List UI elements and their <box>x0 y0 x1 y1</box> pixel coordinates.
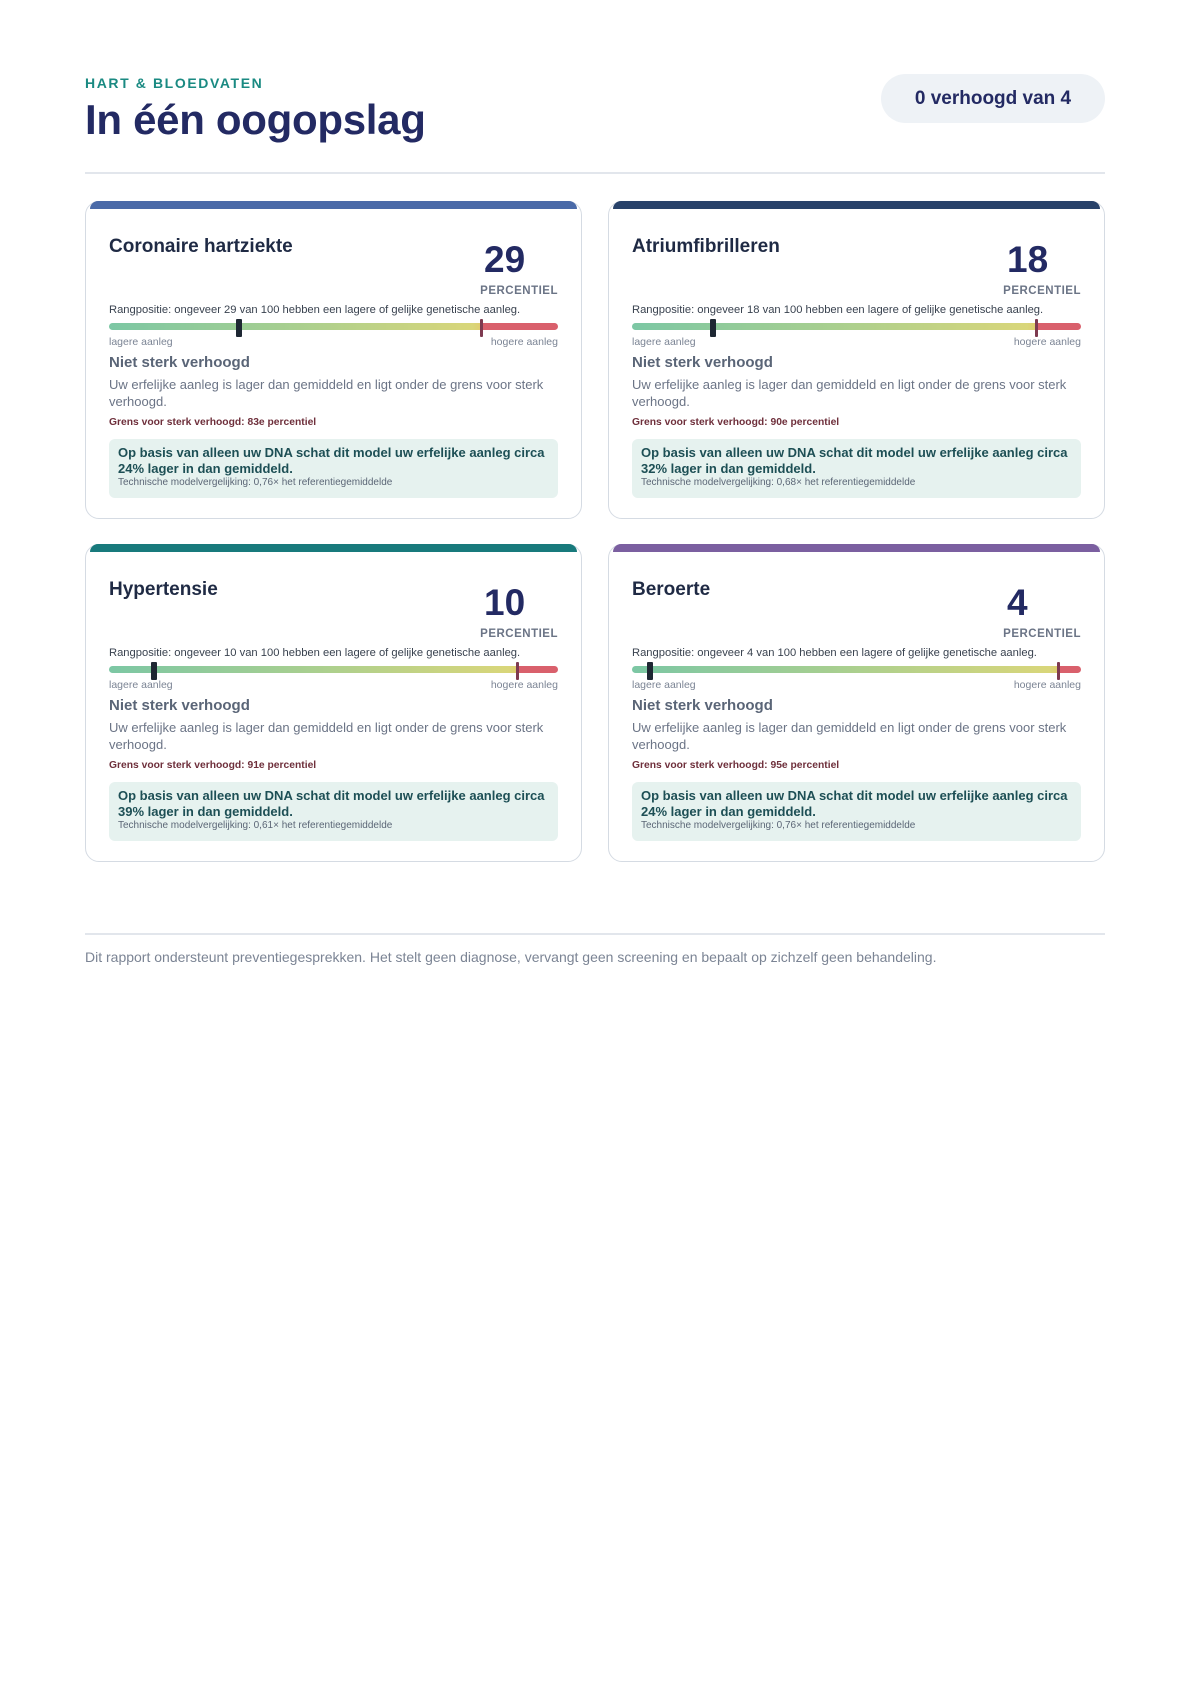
gauge-track <box>632 323 1081 330</box>
percentile-label: PERCENTIEL <box>1003 628 1081 640</box>
scale-low-label: lagere aanleg <box>632 336 696 348</box>
percentile-label: PERCENTIEL <box>1003 285 1081 297</box>
dna-estimate-text: Op basis van alleen uw DNA schat dit model uw erfelijke aanleg circa 32% lager in dan gemiddeld. <box>641 445 1068 476</box>
gauge-track <box>109 323 558 330</box>
percentile-value: 18 <box>1007 239 1049 280</box>
condition-name: Hypertensie <box>109 579 218 600</box>
dna-estimate-box <box>109 782 558 841</box>
risk-explanation: Uw erfelijke aanleg is lager dan gemiddeld en ligt onder de grens voor sterk verhoogd. <box>109 377 544 409</box>
threshold-text: Grens voor sterk verhoogd: 91e percentiel <box>109 760 317 771</box>
gauge-track <box>109 666 558 673</box>
disclaimer-footer: Dit rapport ondersteunt preventiegesprekken. Het stelt geen diagnose, vervangt geen screening en bepaalt op zichzelf geen behandeling. <box>85 949 937 965</box>
scale-high-label: hogere aanleg <box>490 679 558 691</box>
scale-low-label: lagere aanleg <box>109 336 173 348</box>
percentile-value: 10 <box>484 582 526 623</box>
condition-card <box>85 544 582 862</box>
dna-estimate-box <box>109 439 558 498</box>
risk-explanation: Uw erfelijke aanleg is lager dan gemiddeld en ligt onder de grens voor sterk verhoogd. <box>632 377 1067 409</box>
threshold-text: Grens voor sterk verhoogd: 83e percentiel <box>109 417 317 428</box>
scale-low-label: lagere aanleg <box>632 679 696 691</box>
technical-comparison: Technische modelvergelijking: 0,61× het referentiegemiddelde <box>118 820 393 831</box>
elevated-count-badge: 0 verhoogd van 4 <box>881 74 1105 123</box>
risk-gauge <box>632 665 1081 674</box>
condition-card <box>85 201 582 519</box>
percentile-marker <box>236 319 242 337</box>
page-title: In één oogopslag <box>85 96 426 143</box>
threshold-text: Grens voor sterk verhoogd: 95e percentiel <box>632 760 840 771</box>
risk-gauge <box>109 665 558 674</box>
technical-comparison: Technische modelvergelijking: 0,76× het referentiegemiddelde <box>118 477 393 488</box>
threshold-marker <box>1057 662 1060 680</box>
rank-position-text: Rangpositie: ongeveer 4 van 100 hebben een lagere of gelijke genetische aanleg. <box>632 647 1037 659</box>
percentile-marker <box>647 662 653 680</box>
risk-explanation: Uw erfelijke aanleg is lager dan gemiddeld en ligt onder de grens voor sterk verhoogd. <box>109 720 544 752</box>
rank-position-text: Rangpositie: ongeveer 18 van 100 hebben een lagere of gelijke genetische aanleg. <box>632 304 1044 316</box>
page-header <box>85 0 1105 174</box>
risk-gauge <box>632 322 1081 331</box>
percentile-value: 29 <box>484 239 526 280</box>
dna-estimate-text: Op basis van alleen uw DNA schat dit model uw erfelijke aanleg circa 39% lager in dan gemiddeld. <box>118 788 545 819</box>
threshold-marker <box>516 662 519 680</box>
risk-gauge <box>109 322 558 331</box>
risk-status: Niet sterk verhoogd <box>632 354 773 371</box>
scale-high-label: hogere aanleg <box>1013 336 1081 348</box>
risk-status: Niet sterk verhoogd <box>632 697 773 714</box>
dna-estimate-text: Op basis van alleen uw DNA schat dit model uw erfelijke aanleg circa 24% lager in dan gemiddeld. <box>641 788 1068 819</box>
threshold-marker <box>480 319 483 337</box>
footer-divider <box>85 933 1105 935</box>
percentile-value: 4 <box>1007 582 1028 623</box>
technical-comparison: Technische modelvergelijking: 0,76× het referentiegemiddelde <box>641 820 916 831</box>
report-page <box>85 0 1105 965</box>
scale-high-label: hogere aanleg <box>1013 679 1081 691</box>
technical-comparison: Technische modelvergelijking: 0,68× het referentiegemiddelde <box>641 477 916 488</box>
condition-name: Beroerte <box>632 579 711 600</box>
percentile-label: PERCENTIEL <box>480 285 558 297</box>
threshold-marker <box>1035 319 1038 337</box>
dna-estimate-box <box>632 782 1081 841</box>
dna-estimate-box <box>632 439 1081 498</box>
percentile-marker <box>151 662 157 680</box>
percentile-label: PERCENTIEL <box>480 628 558 640</box>
percentile-marker <box>710 319 716 337</box>
scale-high-label: hogere aanleg <box>490 336 558 348</box>
dna-estimate-text: Op basis van alleen uw DNA schat dit model uw erfelijke aanleg circa 24% lager in dan gemiddeld. <box>118 445 545 476</box>
condition-card <box>608 201 1105 519</box>
rank-position-text: Rangpositie: ongeveer 29 van 100 hebben een lagere of gelijke genetische aanleg. <box>109 304 521 316</box>
threshold-text: Grens voor sterk verhoogd: 90e percentiel <box>632 417 840 428</box>
risk-explanation: Uw erfelijke aanleg is lager dan gemiddeld en ligt onder de grens voor sterk verhoogd. <box>632 720 1067 752</box>
section-eyebrow: HART & BLOEDVATEN <box>85 75 264 91</box>
risk-status: Niet sterk verhoogd <box>109 354 250 371</box>
scale-low-label: lagere aanleg <box>109 679 173 691</box>
condition-card <box>608 544 1105 862</box>
risk-status: Niet sterk verhoogd <box>109 697 250 714</box>
rank-position-text: Rangpositie: ongeveer 10 van 100 hebben een lagere of gelijke genetische aanleg. <box>109 647 521 659</box>
condition-name: Coronaire hartziekte <box>109 236 293 257</box>
gauge-track <box>632 666 1081 673</box>
condition-name: Atriumfibrilleren <box>632 236 780 257</box>
